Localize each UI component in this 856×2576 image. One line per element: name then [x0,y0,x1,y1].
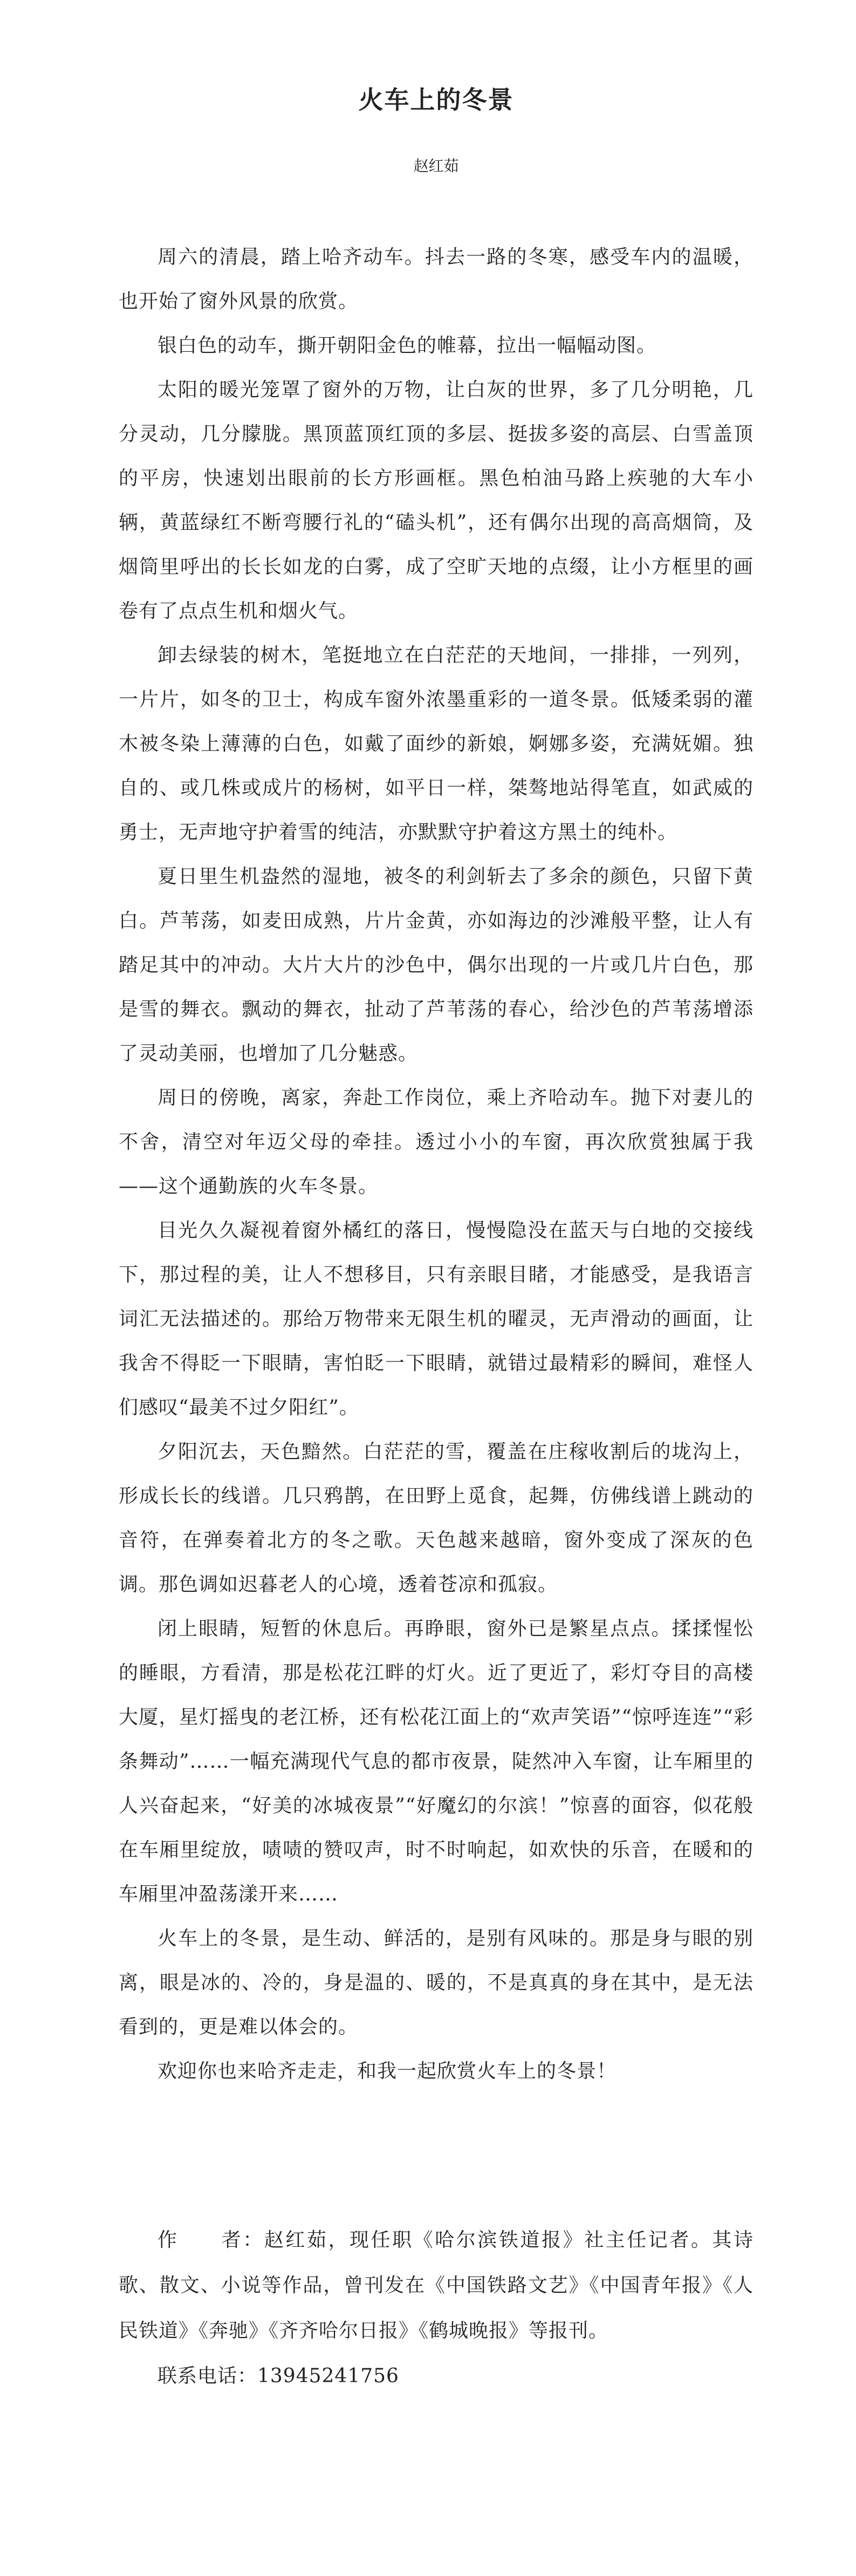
paragraph: 目光久久凝视着窗外橘红的落日，慢慢隐没在蓝天与白地的交接线下，那过程的美，让人不想移目，只有亲眼目睹，才能感受，是我语言词汇无法描述的。那给万物带来无限生机的曜灵，无声滑动的画面，让我舍不得眨一下眼睛，害怕眨一下眼睛，就错过最精彩的瞬间，难怪人们感叹“最美不过夕阳红”。 [119,1219,754,1419]
paragraph: 太阳的暖光笼罩了窗外的万物，让白灰的世界，多了几分明艳，几分灵动，几分朦胧。黑顶蓝顶红顶的多层、挺拔多姿的高层、白雪盖顶的平房，快速划出眼前的长方形画框。黑色柏油马路上疾驰的大车小辆，黄蓝绿红不断弯腰行礼的“磕头机”，还有偶尔出现的高高烟筒，及烟筒里呼出的长长如龙的白雾，成了空旷天地的点缀，让小方框里的画卷有了点点生机和烟火气。 [119,379,754,622]
paragraph: 火车上的冬景，是生动、鲜活的，是别有风味的。那是身与眼的别离，眼是冰的、冷的，身是温的、暖的，不是真真的身在其中，是无法看到的，更是难以体会的。 [119,1927,754,2038]
paragraph: 夏日里生机盎然的湿地，被冬的利剑斩去了多余的颜色，只留下黄白。芦苇荡，如麦田成熟，片片金黄，亦如海边的沙滩般平整，让人有踏足其中的冲动。大片大片的沙色中，偶尔出现的一片或几片白色，那是雪的舞衣。飘动的舞衣，扯动了芦苇荡的春心，给沙色的芦苇荡增添了灵动美丽，也增加了几分魅惑。 [119,866,754,1065]
paragraph: 银白色的动车，撕开朝阳金色的帷幕，拉出一幅幅动图。 [157,335,657,357]
paragraph: 周日的傍晚，离家，奔赴工作岗位，乘上齐哈动车。抛下对妻儿的不舍，清空对年迈父母的牵挂。透过小小的车窗，再次欣赏独属于我——这个通勤族的火车冬景。 [119,1087,754,1197]
contact-phone: 联系电话：13945241756 [157,2365,399,2387]
paragraph: 闭上眼睛，短暂的休息后。再睁眼，窗外已是繁星点点。揉揉惺忪的睡眼，方看清，那是松花江畔的灯火。近了更近了，彩灯夺目的高楼大厦，星灯摇曳的老江桥，还有松花江面上的“欢声笑语”“惊呼连连”“彩条舞动”……一幅充满现代气息的都市夜景，陡然冲入车窗，让车厢里的人兴奋起来，“好美的冰城夜景”“好魔幻的尔滨！”惊喜的面容，似花般在车厢里绽放，啧啧的赞叹声，时不时响起，如欢快的乐音，在暖和的车厢里冲盈荡漾开来…… [119,1618,754,1905]
article-author: 赵红茹 [413,157,459,175]
article-body [119,235,754,2094]
paragraph: 周六的清晨，踏上哈齐动车。抖去一路的冬寒，感受车内的温暖，也开始了窗外风景的欣赏。 [119,246,754,312]
author-bio-text: 作 者：赵红茹，现任职《哈尔滨铁道报》社主任记者。其诗歌、散文、小说等作品，曾刊发在《中国铁路文艺》《中国青年报》《人民铁道》《奔驰》《齐齐哈尔日报》《鹤城晚报》等报刊。 [119,2229,754,2342]
paragraph: 夕阳沉去，天色黯然。白茫茫的雪，覆盖在庄稼收割后的垅沟上，形成长长的线谱。几只鸦鹊，在田野上觅食，起舞，仿佛线谱上跳动的音符，在弹奏着北方的冬之歌。天色越来越暗，窗外变成了深灰的色调。那色调如迟暮老人的心境，透着苍凉和孤寂。 [119,1441,754,1596]
paragraph: 欢迎你也来哈齐走走，和我一起欣赏火车上的冬景！ [157,2060,617,2082]
article-title: 火车上的冬景 [358,85,514,114]
author-bio [119,2218,754,2399]
paragraph: 卸去绿装的树木，笔挺地立在白茫茫的天地间，一排排，一列列，一片片，如冬的卫士，构成车窗外浓墨重彩的一道冬景。低矮柔弱的灌木被冬染上薄薄的白色，如戴了面纱的新娘，婀娜多姿，充满妩媚。独自的、或几株或成片的杨树，如平日一样，桀骜地站得笔直，如武威的勇士，无声地守护着雪的纯洁，亦默默守护着这方黑土的纯朴。 [119,644,754,843]
